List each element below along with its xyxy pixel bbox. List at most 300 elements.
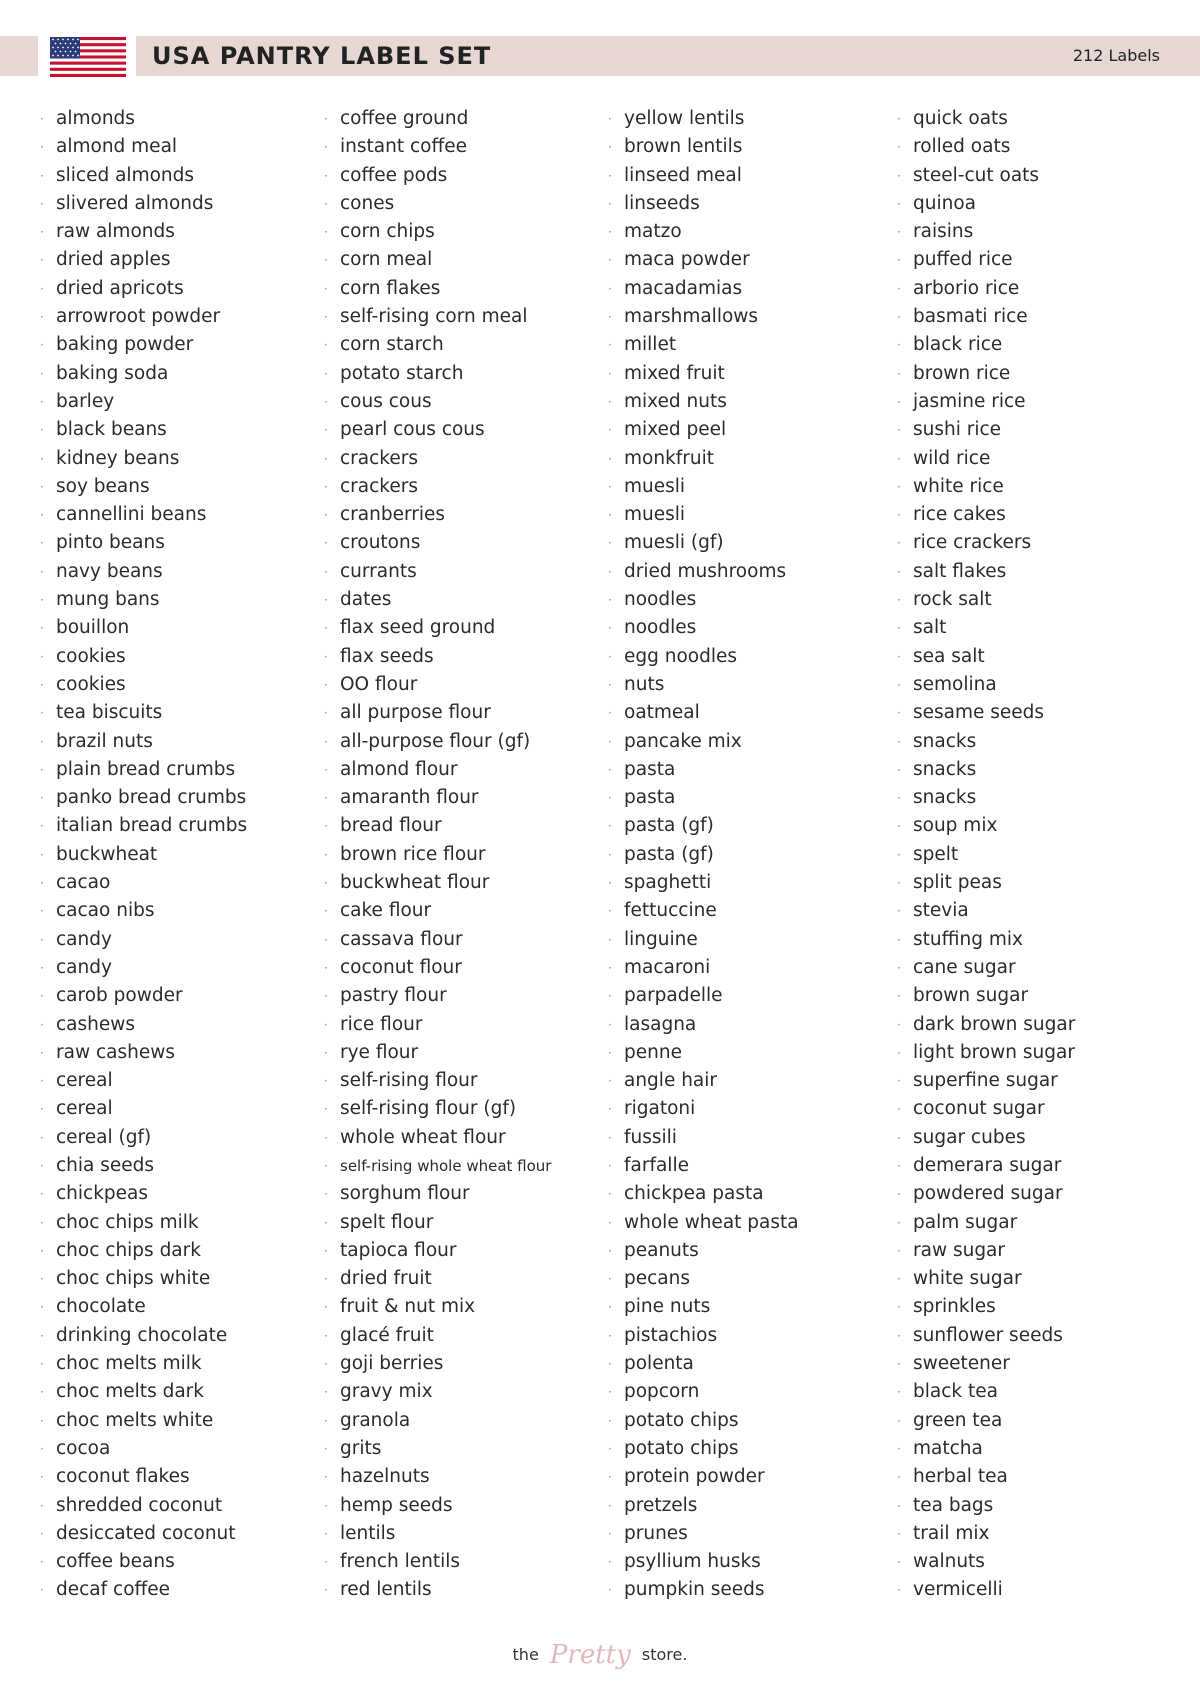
label-text: black tea xyxy=(913,1381,998,1403)
bullet-icon: · xyxy=(324,1158,328,1173)
label-text: muesli (gf) xyxy=(624,532,724,554)
bullet-icon: · xyxy=(897,593,901,608)
bullet-icon: · xyxy=(897,1385,901,1400)
label-item xyxy=(40,445,247,473)
bullet-icon: · xyxy=(897,989,901,1004)
label-text: raw almonds xyxy=(56,221,175,243)
label-text: spelt flour xyxy=(340,1211,434,1233)
label-text: nuts xyxy=(624,673,665,695)
label-text: baking powder xyxy=(56,334,194,356)
bullet-icon: · xyxy=(40,1130,44,1145)
bullet-icon: · xyxy=(324,1441,328,1456)
label-item xyxy=(40,926,247,954)
bullet-icon: · xyxy=(608,1413,612,1428)
bullet-icon: · xyxy=(608,1272,612,1287)
bullet-icon: · xyxy=(897,932,901,947)
bullet-icon: · xyxy=(40,847,44,862)
label-item xyxy=(324,473,551,501)
bullet-icon: · xyxy=(897,1017,901,1032)
label-item xyxy=(40,388,247,416)
label-item xyxy=(40,897,247,925)
label-item xyxy=(897,1011,1076,1039)
label-item xyxy=(897,162,1075,190)
label-item xyxy=(897,246,1075,274)
bullet-icon: · xyxy=(40,168,44,183)
label-item xyxy=(897,1520,1075,1548)
label-item xyxy=(324,1180,551,1208)
label-item xyxy=(40,558,247,586)
label-text: candy xyxy=(56,956,112,978)
bullet-icon: · xyxy=(324,904,328,919)
label-item xyxy=(324,643,551,671)
bullet-icon: · xyxy=(40,1555,44,1570)
bullet-icon: · xyxy=(608,1130,612,1145)
label-text: sprinkles xyxy=(913,1296,996,1318)
label-item xyxy=(608,1435,799,1463)
bullet-icon: · xyxy=(324,253,328,268)
label-item xyxy=(324,218,551,246)
label-item xyxy=(608,275,799,303)
label-item xyxy=(897,388,1075,416)
bullet-icon: · xyxy=(897,338,901,353)
label-item xyxy=(40,1124,247,1152)
label-item xyxy=(897,1492,1075,1520)
label-item xyxy=(897,218,1075,246)
label-item xyxy=(608,784,799,812)
bullet-icon: · xyxy=(40,819,44,834)
bullet-icon: · xyxy=(897,1583,901,1598)
label-item xyxy=(40,1548,247,1576)
label-item xyxy=(897,1293,1075,1321)
label-text: pinto beans xyxy=(56,532,165,554)
bullet-icon: · xyxy=(324,1243,328,1258)
bullet-icon: · xyxy=(608,423,612,438)
bullet-icon: · xyxy=(897,253,901,268)
label-item xyxy=(897,1463,1075,1491)
label-text: italian bread crumbs xyxy=(56,815,248,837)
label-text: tea biscuits xyxy=(56,702,163,724)
label-item xyxy=(897,671,1075,699)
label-text: desiccated coconut xyxy=(56,1522,236,1544)
bullet-icon: · xyxy=(608,1328,612,1343)
bullet-icon: · xyxy=(40,508,44,523)
label-text: gravy mix xyxy=(340,1381,433,1403)
label-item xyxy=(897,926,1075,954)
bullet-icon: · xyxy=(40,791,44,806)
bullet-icon: · xyxy=(608,536,612,551)
label-item xyxy=(40,529,247,557)
label-item xyxy=(608,529,799,557)
footer-prefix: the xyxy=(512,1645,539,1664)
bullet-icon: · xyxy=(324,366,328,381)
label-text: linseed meal xyxy=(624,164,742,186)
label-item xyxy=(324,1492,551,1520)
label-text: cake flour xyxy=(340,900,432,922)
bullet-icon: · xyxy=(608,479,612,494)
bullet-icon: · xyxy=(608,762,612,777)
label-text: plain bread crumbs xyxy=(56,758,236,780)
label-item xyxy=(324,784,551,812)
bullet-icon: · xyxy=(608,904,612,919)
bullet-icon: · xyxy=(608,196,612,211)
label-item xyxy=(40,1350,247,1378)
label-text: cacao xyxy=(56,872,111,894)
label-item xyxy=(40,841,247,869)
label-text: mixed fruit xyxy=(624,362,725,384)
label-item xyxy=(897,1095,1075,1123)
bullet-icon: · xyxy=(324,1130,328,1145)
bullet-icon: · xyxy=(608,338,612,353)
label-text: macaroni xyxy=(624,956,711,978)
bullet-icon: · xyxy=(608,451,612,466)
label-text: rice cakes xyxy=(913,504,1006,526)
label-item xyxy=(40,1011,247,1039)
bullet-icon: · xyxy=(324,1498,328,1513)
bullet-icon: · xyxy=(608,847,612,862)
bullet-icon: · xyxy=(40,932,44,947)
label-item xyxy=(324,303,551,331)
label-text: cous cous xyxy=(340,390,432,412)
label-item xyxy=(324,388,551,416)
bullet-icon: · xyxy=(40,112,44,126)
bullet-icon: · xyxy=(324,1357,328,1372)
label-text: black rice xyxy=(913,334,1003,356)
label-item xyxy=(608,1095,799,1123)
bullet-icon: · xyxy=(40,1498,44,1513)
label-item xyxy=(40,1067,247,1095)
bullet-icon: · xyxy=(40,1243,44,1258)
page-title: USA PANTRY LABEL SET xyxy=(152,42,492,70)
label-text: mung bans xyxy=(56,589,160,611)
label-text: protein powder xyxy=(624,1466,765,1488)
label-text: penne xyxy=(624,1041,682,1063)
bullet-icon: · xyxy=(40,281,44,296)
label-item xyxy=(40,1576,247,1604)
label-text: rock salt xyxy=(913,589,992,611)
bullet-icon: · xyxy=(897,112,901,126)
bullet-icon: · xyxy=(324,989,328,1004)
bullet-icon: · xyxy=(324,1102,328,1117)
label-item xyxy=(608,1067,799,1095)
label-text: sorghum flour xyxy=(340,1183,470,1205)
label-item xyxy=(40,218,247,246)
label-item xyxy=(324,671,551,699)
label-text: angle hair xyxy=(624,1070,718,1092)
bullet-icon: · xyxy=(608,1243,612,1258)
bullet-icon: · xyxy=(608,225,612,240)
label-text: coffee pods xyxy=(340,164,448,186)
label-item xyxy=(40,473,247,501)
label-text: self-rising flour xyxy=(340,1070,478,1092)
label-text: mixed peel xyxy=(624,419,727,441)
label-text: maca powder xyxy=(624,249,750,271)
label-item xyxy=(897,445,1075,473)
bullet-icon: · xyxy=(608,1526,612,1541)
bullet-icon: · xyxy=(897,1498,901,1513)
bullet-icon: · xyxy=(324,791,328,806)
bullet-icon: · xyxy=(897,1158,901,1173)
bullet-icon: · xyxy=(324,649,328,664)
bullet-icon: · xyxy=(40,451,44,466)
bullet-icon: · xyxy=(324,1413,328,1428)
label-text: corn flakes xyxy=(340,277,441,299)
label-item xyxy=(324,1463,551,1491)
label-text: choc melts white xyxy=(56,1409,214,1431)
label-text: corn starch xyxy=(340,334,444,356)
label-count: 212 Labels xyxy=(1072,46,1160,65)
label-text: brown lentils xyxy=(624,136,743,158)
bullet-icon: · xyxy=(40,1413,44,1428)
label-text: steel-cut oats xyxy=(913,164,1040,186)
label-text: tapioca flour xyxy=(340,1239,457,1261)
bullet-icon: · xyxy=(40,1102,44,1117)
bullet-icon: · xyxy=(608,1158,612,1173)
label-item xyxy=(608,1576,799,1604)
bullet-icon: · xyxy=(897,536,901,551)
label-item xyxy=(608,1463,799,1491)
label-item xyxy=(608,926,799,954)
label-item xyxy=(40,331,247,359)
label-item xyxy=(324,1209,551,1237)
bullet-icon: · xyxy=(40,1074,44,1089)
label-item xyxy=(40,784,247,812)
label-text: salt xyxy=(913,617,947,639)
label-text: light brown sugar xyxy=(913,1041,1075,1063)
label-text: raisins xyxy=(913,221,974,243)
bullet-icon: · xyxy=(897,1555,901,1570)
label-text: cookies xyxy=(56,673,126,695)
bullet-icon: · xyxy=(40,989,44,1004)
label-item xyxy=(897,1407,1075,1435)
bullet-icon: · xyxy=(897,1243,901,1258)
label-text: choc chips white xyxy=(56,1268,211,1290)
label-item xyxy=(897,501,1075,529)
label-item xyxy=(40,1463,247,1491)
label-text: raw sugar xyxy=(913,1239,1006,1261)
label-text: brown rice flour xyxy=(340,843,486,865)
label-item xyxy=(897,1180,1075,1208)
bullet-icon: · xyxy=(897,310,901,325)
bullet-icon: · xyxy=(608,791,612,806)
label-text: cannellini beans xyxy=(56,504,207,526)
label-item xyxy=(40,586,247,614)
bullet-icon: · xyxy=(897,876,901,891)
label-text: hemp seeds xyxy=(340,1494,453,1516)
bullet-icon: · xyxy=(324,338,328,353)
label-item xyxy=(897,586,1075,614)
label-item xyxy=(324,558,551,586)
label-item xyxy=(40,1152,247,1180)
bullet-icon: · xyxy=(608,310,612,325)
bullet-icon: · xyxy=(897,1441,901,1456)
label-item xyxy=(40,303,247,331)
label-text: puffed rice xyxy=(913,249,1013,271)
label-text: wild rice xyxy=(913,447,991,469)
label-text: self-rising flour (gf) xyxy=(340,1098,517,1120)
label-item xyxy=(897,473,1075,501)
bullet-icon: · xyxy=(324,677,328,692)
bullet-icon: · xyxy=(897,791,901,806)
label-item xyxy=(897,1209,1075,1237)
label-text: matcha xyxy=(913,1437,983,1459)
label-item xyxy=(608,246,799,274)
bullet-icon: · xyxy=(40,734,44,749)
bullet-icon: · xyxy=(40,1158,44,1173)
label-item xyxy=(608,1039,799,1067)
label-text: salt flakes xyxy=(913,560,1007,582)
bullet-icon: · xyxy=(324,1215,328,1230)
label-text: potato chips xyxy=(624,1409,739,1431)
label-item xyxy=(324,246,551,274)
label-item xyxy=(608,1520,799,1548)
label-text: pasta xyxy=(624,758,676,780)
label-text: cereal (gf) xyxy=(56,1126,152,1148)
label-text: lasagna xyxy=(624,1013,697,1035)
bullet-icon: · xyxy=(40,1385,44,1400)
bullet-icon: · xyxy=(608,819,612,834)
label-text: all purpose flour xyxy=(340,702,491,724)
bullet-icon: · xyxy=(40,593,44,608)
label-item xyxy=(324,812,551,840)
bullet-icon: · xyxy=(608,1583,612,1598)
label-item xyxy=(608,614,799,642)
bullet-icon: · xyxy=(324,847,328,862)
label-item xyxy=(40,190,247,218)
label-text: coconut flakes xyxy=(56,1466,190,1488)
label-item xyxy=(324,699,551,727)
label-item xyxy=(608,1407,799,1435)
label-item xyxy=(897,812,1075,840)
label-item xyxy=(40,1407,247,1435)
label-text: arrowroot powder xyxy=(56,306,221,328)
bullet-icon: · xyxy=(40,423,44,438)
label-item xyxy=(40,812,248,840)
label-item xyxy=(608,360,799,388)
label-text: cashews xyxy=(56,1013,136,1035)
bullet-icon: · xyxy=(324,876,328,891)
label-item xyxy=(324,1378,551,1406)
label-text: chickpeas xyxy=(56,1183,149,1205)
label-text: pretzels xyxy=(624,1494,698,1516)
label-item xyxy=(324,926,551,954)
bullet-icon: · xyxy=(324,168,328,183)
bullet-icon: · xyxy=(897,819,901,834)
label-item xyxy=(608,445,799,473)
label-text: bread flour xyxy=(340,815,442,837)
bullet-icon: · xyxy=(897,1300,901,1315)
bullet-icon: · xyxy=(40,1272,44,1287)
label-item xyxy=(608,558,799,586)
label-item xyxy=(40,614,247,642)
label-text: corn chips xyxy=(340,221,435,243)
label-text: lentils xyxy=(340,1522,396,1544)
label-item xyxy=(324,954,551,982)
bullet-icon: · xyxy=(40,1357,44,1372)
bullet-icon: · xyxy=(608,1300,612,1315)
label-text: vermicelli xyxy=(913,1579,1003,1601)
label-text: spelt xyxy=(913,843,959,865)
label-text: sugar cubes xyxy=(913,1126,1026,1148)
label-text: self-rising corn meal xyxy=(340,306,528,328)
label-text: snacks xyxy=(913,730,977,752)
label-text: coconut sugar xyxy=(913,1098,1045,1120)
label-text: flax seed ground xyxy=(340,617,496,639)
label-item xyxy=(608,869,799,897)
bullet-icon: · xyxy=(324,394,328,409)
label-text: fettuccine xyxy=(624,900,717,922)
label-text: dried fruit xyxy=(340,1268,432,1290)
label-text: rigatoni xyxy=(624,1098,696,1120)
label-text: macadamias xyxy=(624,277,743,299)
bullet-icon: · xyxy=(324,819,328,834)
label-text: panko bread crumbs xyxy=(56,787,247,809)
bullet-icon: · xyxy=(608,932,612,947)
label-text: quinoa xyxy=(913,192,976,214)
label-item xyxy=(324,1435,551,1463)
bullet-icon: · xyxy=(897,394,901,409)
label-text: split peas xyxy=(913,872,1002,894)
label-text: cereal xyxy=(56,1070,113,1092)
bullet-icon: · xyxy=(608,1555,612,1570)
label-item xyxy=(897,897,1075,925)
label-text: pastry flour xyxy=(340,985,447,1007)
label-text: snacks xyxy=(913,758,977,780)
label-text: choc melts dark xyxy=(56,1381,204,1403)
label-text: all-purpose flour (gf) xyxy=(340,730,531,752)
label-item xyxy=(40,1520,247,1548)
label-item xyxy=(324,275,551,303)
label-text: potato chips xyxy=(624,1437,739,1459)
label-text: superfine sugar xyxy=(913,1070,1058,1092)
label-text: popcorn xyxy=(624,1381,700,1403)
label-item xyxy=(40,1209,247,1237)
bullet-icon: · xyxy=(324,196,328,211)
label-text: cane sugar xyxy=(913,956,1016,978)
label-text: coffee beans xyxy=(56,1551,175,1573)
bullet-icon: · xyxy=(40,904,44,919)
label-item xyxy=(897,133,1075,161)
bullet-icon: · xyxy=(324,564,328,579)
label-text: dried apricots xyxy=(56,277,184,299)
label-item xyxy=(608,1152,799,1180)
usa-flag-icon xyxy=(50,37,126,77)
bullet-icon: · xyxy=(324,593,328,608)
label-item xyxy=(40,246,247,274)
footer-script-logo: Pretty xyxy=(549,1640,631,1670)
label-item xyxy=(40,501,247,529)
bullet-icon: · xyxy=(897,281,901,296)
label-item xyxy=(897,1237,1075,1265)
bullet-icon: · xyxy=(608,876,612,891)
bullet-icon: · xyxy=(897,1357,901,1372)
label-text: choc chips milk xyxy=(56,1211,199,1233)
label-item xyxy=(897,416,1075,444)
label-item xyxy=(608,105,799,133)
bullet-icon: · xyxy=(897,621,901,636)
bullet-icon: · xyxy=(40,196,44,211)
label-item xyxy=(897,1265,1075,1293)
label-text: rolled oats xyxy=(913,136,1011,158)
bullet-icon: · xyxy=(40,960,44,975)
bullet-icon: · xyxy=(608,564,612,579)
footer-brand xyxy=(0,1640,1200,1670)
label-item xyxy=(324,586,551,614)
label-item xyxy=(608,1011,799,1039)
bullet-icon: · xyxy=(324,1017,328,1032)
label-text: cacao nibs xyxy=(56,900,155,922)
bullet-icon: · xyxy=(608,140,612,155)
bullet-icon: · xyxy=(324,281,328,296)
